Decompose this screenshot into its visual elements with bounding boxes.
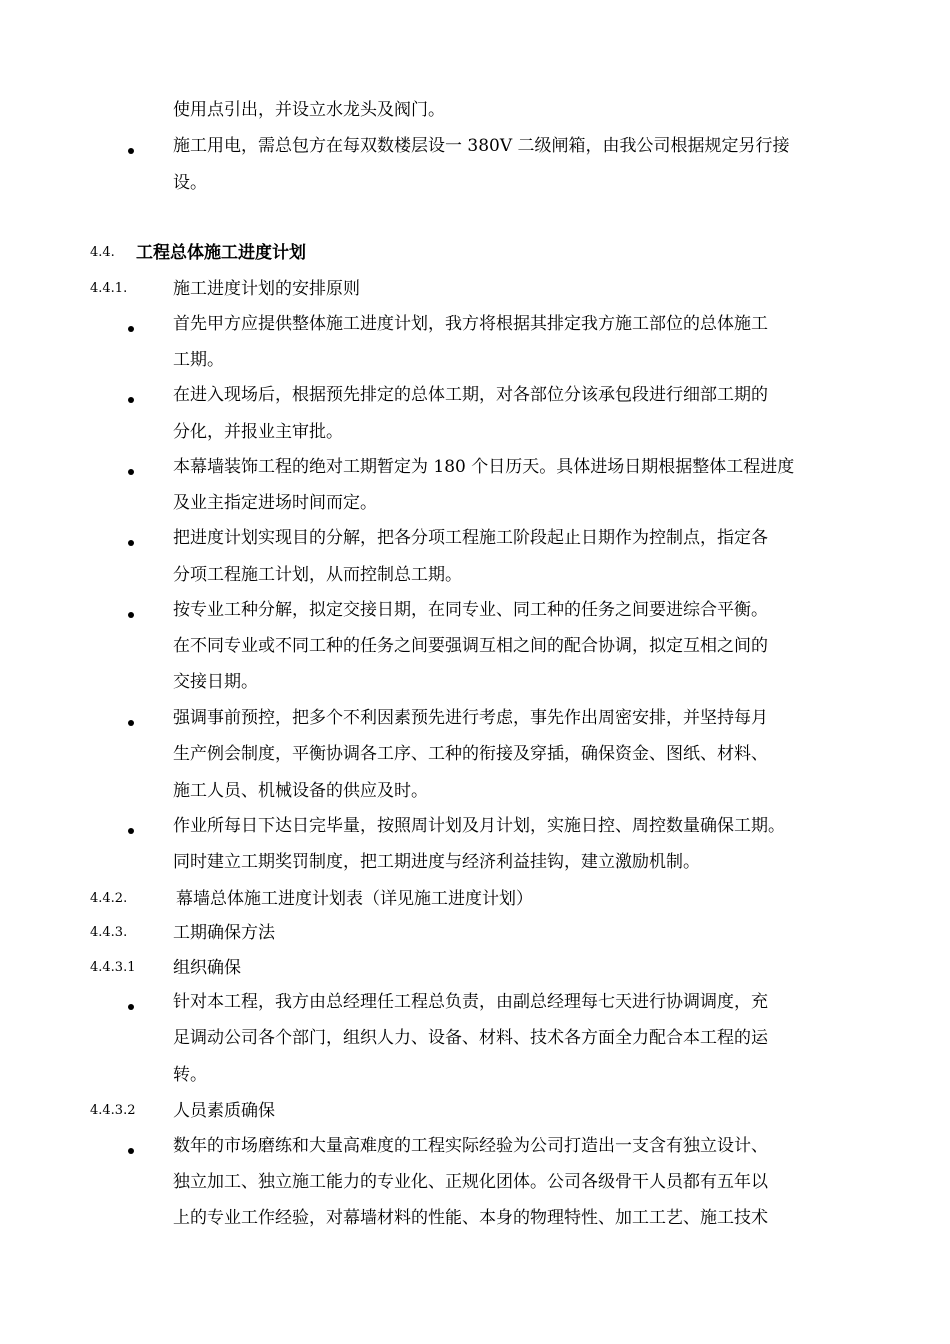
list-item-line: 转。 bbox=[173, 1065, 207, 1085]
power-bullet-line-2: 设。 bbox=[173, 173, 207, 193]
section-4-4-1-number: 4.4.1. bbox=[90, 281, 128, 296]
list-item-line: 分项工程施工计划，从而控制总工期。 bbox=[173, 565, 462, 585]
bullet-dot bbox=[128, 612, 134, 618]
list-item-line: 生产例会制度，平衡协调各工序、工种的衔接及穿插，确保资金、图纸、材料、 bbox=[173, 744, 768, 764]
list-item-line: 首先甲方应提供整体施工进度计划，我方将根据其排定我方施工部位的总体施工 bbox=[173, 314, 768, 334]
list-item-line: 强调事前预控，把多个不利因素预先进行考虑，事先作出周密安排，并坚持每月 bbox=[173, 708, 768, 728]
list-item-line: 上的专业工作经验，对幕墙材料的性能、本身的物理特性、加工工艺、施工技术 bbox=[173, 1208, 768, 1228]
list-item-line: 分化，并报业主审批。 bbox=[173, 422, 343, 442]
list-item-line: 把进度计划实现目的分解，把各分项工程施工阶段起止日期作为控制点，指定各 bbox=[173, 528, 768, 548]
bullet-dot bbox=[128, 540, 134, 546]
bullet-dot bbox=[128, 397, 134, 403]
bullet-dot bbox=[128, 148, 134, 154]
bullet-dot bbox=[128, 469, 134, 475]
list-item-line: 数年的市场磨练和大量高难度的工程实际经验为公司打造出一支含有独立设计、 bbox=[173, 1136, 768, 1156]
bullet-dot bbox=[128, 326, 134, 332]
bullet-dot bbox=[128, 1148, 134, 1154]
list-item-line: 按专业工种分解，拟定交接日期，在同专业、同工种的任务之间要进综合平衡。 bbox=[173, 600, 768, 620]
list-item-line: 作业所每日下达日完毕量，按照周计划及月计划，实施日控、周控数量确保工期。 bbox=[173, 816, 785, 836]
section-4-4-3-2-title: 人员素质确保 bbox=[173, 1101, 275, 1121]
section-4-4-3-2-number: 4.4.3.2 bbox=[90, 1103, 136, 1118]
list-item-line: 针对本工程，我方由总经理任工程总负责，由副总经理每七天进行协调调度，充 bbox=[173, 992, 768, 1012]
section-4-4-number: 4.4. bbox=[90, 245, 115, 260]
power-bullet-line-1: 施工用电，需总包方在每双数楼层设一 380V 二级闸箱，由我公司根据规定另行接 bbox=[173, 136, 790, 156]
list-item-line: 同时建立工期奖罚制度，把工期进度与经济利益挂钩，建立激励机制。 bbox=[173, 852, 700, 872]
list-item-line: 独立加工、独立施工能力的专业化、正规化团体。公司各级骨干人员都有五年以 bbox=[173, 1172, 768, 1192]
bullet-dot bbox=[128, 1004, 134, 1010]
list-item-line: 施工人员、机械设备的供应及时。 bbox=[173, 781, 428, 801]
section-4-4-2-title: 幕墙总体施工进度计划表（详见施工进度计划） bbox=[176, 889, 533, 909]
list-item-line: 在进入现场后，根据预先排定的总体工期，对各部位分该承包段进行细部工期的 bbox=[173, 385, 768, 405]
section-4-4-3-number: 4.4.3. bbox=[90, 925, 128, 940]
list-item-line: 本幕墙装饰工程的绝对工期暂定为 180 个日历天。具体进场日期根据整体工程进度 bbox=[173, 457, 795, 477]
list-item-line: 及业主指定进场时间而定。 bbox=[173, 493, 377, 513]
list-item-line: 在不同专业或不同工种的任务之间要强调互相之间的配合协调，拟定互相之间的 bbox=[173, 636, 768, 656]
list-item-line: 工期。 bbox=[173, 350, 224, 370]
list-item-line: 足调动公司各个部门，组织人力、设备、材料、技术各方面全力配合本工程的运 bbox=[173, 1028, 768, 1048]
section-4-4-3-1-title: 组织确保 bbox=[173, 958, 241, 978]
carryover-line: 使用点引出，并设立水龙头及阀门。 bbox=[173, 100, 445, 120]
section-4-4-1-title: 施工进度计划的安排原则 bbox=[173, 279, 360, 299]
bullet-dot bbox=[128, 720, 134, 726]
section-4-4-3-title: 工期确保方法 bbox=[173, 923, 275, 943]
section-4-4-3-1-number: 4.4.3.1 bbox=[90, 960, 136, 975]
section-4-4-2-number: 4.4.2. bbox=[90, 891, 128, 906]
list-item-line: 交接日期。 bbox=[173, 672, 258, 692]
section-4-4-title: 工程总体施工进度计划 bbox=[136, 243, 306, 263]
bullet-dot bbox=[128, 828, 134, 834]
